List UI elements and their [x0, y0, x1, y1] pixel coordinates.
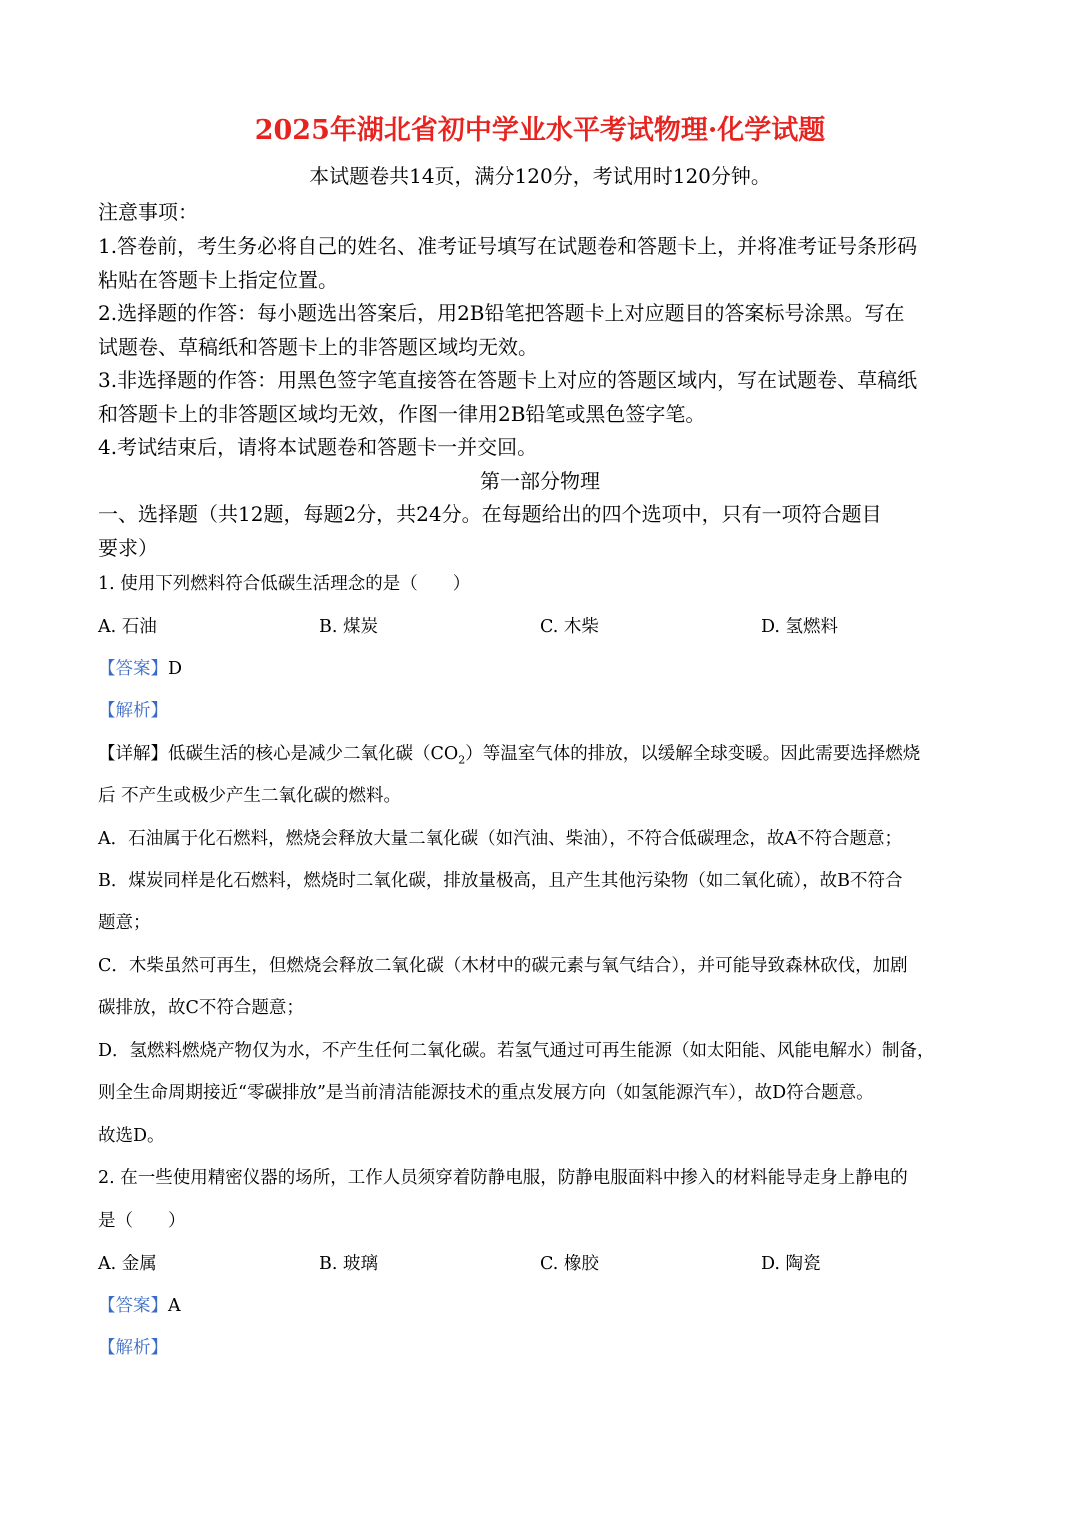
- q2-option-d: D. 陶瓷: [761, 1254, 821, 1274]
- answer-value: A: [168, 1296, 181, 1316]
- subscript: 2: [458, 753, 466, 767]
- notice-line: 2.选择题的作答：每小题选出答案后，用2B铅笔把答题卡上对应题目的答案标号涂黑。写在: [98, 301, 905, 325]
- notice-line: 4.考试结束后，请将本试题卷和答题卡一并交回。: [98, 435, 538, 459]
- notice-line: 和答题卡上的非答题区域均无效，作图一律用2B铅笔或黑色签字笔。: [98, 402, 706, 426]
- document-title: 2025年湖北省初中学业水平考试物理·化学试题: [254, 115, 826, 146]
- detail-text: 低碳生活的核心是减少二氧化碳（CO: [168, 744, 459, 764]
- section-heading: 一、选择题（共12题，每题2分，共24分。在每题给出的四个选项中，只有一项符合题目: [98, 502, 882, 526]
- answer-value: D: [168, 659, 183, 679]
- question-2-stem-cont: 是（ ）: [98, 1211, 186, 1231]
- answer-tag: 【答案】: [98, 659, 168, 679]
- q2-option-c: C. 橡胶: [540, 1254, 599, 1274]
- q1-option-b: B. 煤炭: [319, 617, 378, 637]
- part-title: 第一部分物理: [480, 469, 600, 493]
- q1-answer: [98, 655, 182, 680]
- detail-text: ）等温室气体的排放，以缓解全球变暖。因此需要选择燃烧: [465, 744, 921, 764]
- q1-explain-line: B．煤炭同样是化石燃料，燃烧时二氧化碳，排放量极高，且产生其他污染物（如二氧化硫），故B不符合: [98, 871, 903, 891]
- q1-explain-line: D．氢燃料燃烧产物仅为水，不产生任何二氧化碳。若氢气通过可再生能源（如太阳能、风能电解水）制备，: [98, 1041, 935, 1061]
- q1-conclusion: 故选D。: [98, 1126, 165, 1146]
- notice-line: 3.非选择题的作答：用黑色签字笔直接答在答题卡上对应的答题区域内，写在试题卷、草稿纸: [98, 368, 918, 392]
- section-heading-cont: 要求）: [98, 536, 158, 560]
- detail-tag: 【详解】: [98, 744, 168, 764]
- q2-option-a: A. 金属: [98, 1254, 157, 1274]
- answer-tag: 【答案】: [98, 1296, 168, 1316]
- notice-line: 试题卷、草稿纸和答题卡上的非答题区域均无效。: [98, 335, 538, 359]
- notice-line: 粘贴在答题卡上指定位置。: [98, 268, 338, 292]
- q1-explain-line: 碳排放，故C不符合题意；: [98, 998, 304, 1018]
- q2-analysis-tag: 【解析】: [98, 1338, 168, 1358]
- q1-explain-line: 则全生命周期接近“零碳排放”是当前清洁能源技术的重点发展方向（如氢能源汽车），故D符合题意。: [98, 1083, 874, 1103]
- q2-option-b: B. 玻璃: [319, 1254, 378, 1274]
- q1-analysis-tag: 【解析】: [98, 701, 168, 721]
- notice-line: 1.答卷前，考生务必将自己的姓名、准考证号填写在试题卷和答题卡上，并将准考证号条形码: [98, 234, 918, 258]
- q2-answer: [98, 1292, 181, 1317]
- q1-option-d: D. 氢燃料: [761, 617, 839, 637]
- document-subtitle: 本试题卷共14页，满分120分，考试用时120分钟。: [309, 164, 771, 188]
- q1-option-a: A. 石油: [98, 617, 157, 637]
- q1-detail-line: [98, 740, 920, 767]
- q1-explain-line: 题意；: [98, 913, 151, 933]
- question-2-stem: 2. 在一些使用精密仪器的场所，工作人员须穿着防静电服，防静电服面料中掺入的材料能导走身上静电的: [98, 1168, 908, 1188]
- q1-explain-line: A．石油属于化石燃料，燃烧会释放大量二氧化碳（如汽油、柴油），不符合低碳理念，故A不符合题意；: [98, 829, 903, 849]
- q1-explain-line: C．木柴虽然可再生，但燃烧会释放二氧化碳（木材中的碳元素与氧气结合），并可能导致森林砍伐，加剧: [98, 956, 908, 976]
- q1-detail-line: 后 不产生或极少产生二氧化碳的燃料。: [98, 786, 402, 806]
- question-1-stem: 1. 使用下列燃料符合低碳生活理念的是（ ）: [98, 574, 471, 594]
- notice-heading: 注意事项：: [98, 200, 198, 224]
- q1-option-c: C. 木柴: [540, 617, 599, 637]
